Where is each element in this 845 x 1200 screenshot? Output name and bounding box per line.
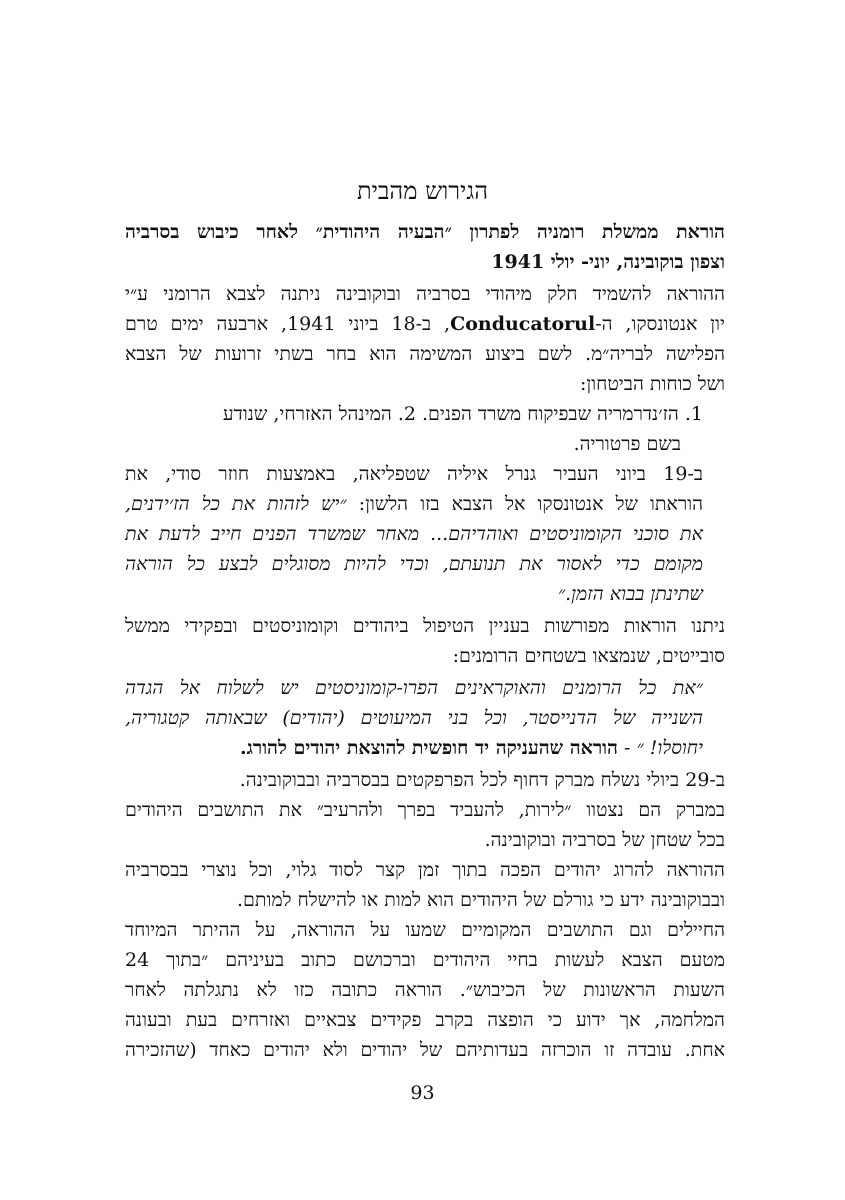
- para1-line-3: הפלישה לבריה״מ. לשם ביצוע המשימה הוא בחר בשתי זרועות של הצבא: [125, 343, 725, 365]
- para4-line-6: החיילים וגם התושבים המקומיים שמעו על ההוראה, על ההיתר המיוחד: [125, 919, 725, 941]
- para3-line-2: סובייטים, שנמצאו בשטחים הרומנים:: [452, 645, 725, 667]
- quote-line-1: ״את כל הרומנים והאוקראינים הפרו-קומוניסטים יש לשלוח אל הגדה: [125, 677, 703, 699]
- quote-line-3-bold: הוראה שהעניקה יד חופשית להוצאת יהודים להורג.: [239, 737, 618, 759]
- para2-line-1: ב-19 ביוני העביר גנרל איליה שטפליאה, באמצעות חוזר סודי, את: [125, 463, 703, 485]
- body-text-continued: [125, 0, 725, 1200]
- page-number: 93: [410, 1082, 435, 1104]
- para4-line-3: בכל שטחן של בסרביה ובוקובינה.: [484, 829, 725, 851]
- para1-line-2-c: , ב-18 ביוני 1941, ארבעה ימים טרם: [125, 313, 451, 335]
- para1-line-1: ההוראה להשמיד חלק מיהודי בסרביה ובוקובינה ניתנה לצבא הרומני ע״י: [125, 283, 725, 305]
- page-title: הגירוש מהבית: [356, 177, 489, 205]
- para4-line-4: ההוראה להרוג יהודים הפכה בתוך זמן קצר לסוד גלוי, וכל נוצרי בבסרביה: [125, 859, 725, 881]
- para2-line-2-quote: ״יש לזהות את כל הז׳ידנים,: [125, 493, 347, 515]
- quote-line-2: השנייה של הדנייסטר, וכל בני המיעוטים (יהודים) שבאותה קטגוריה,: [125, 707, 703, 729]
- para3-line-1: ניתנו הוראות מפורשות בעניין הטיפול ביהודים וקומוניסטים ובפקידי ממשל: [125, 615, 725, 637]
- para1-line-2-a: יון אנטונסקו, ה-: [595, 313, 725, 335]
- subheading-line-2: וצפון בוקובינה, יוני- יולי 1941: [491, 251, 725, 273]
- para4-line-2: במברק הם נצטוו ״לירות, להעביד בפרך ולהרעיב״ את התושבים היהודים: [125, 799, 725, 821]
- quote-line-3-sep: -: [617, 737, 637, 759]
- list-line-1: 1. הז׳נדרמריה שבפיקוח משרד הפנים. 2. המינהל האזרחי, שנודע: [222, 403, 703, 425]
- para2-line-3: את סוכני הקומוניסטים ואוהדיהם... מאחר שמשרד הפנים חייב לדעת את: [125, 523, 703, 545]
- para1-line-4: ושל כוחות הביטחון:: [579, 373, 725, 395]
- para4-line-10: אחת. עובדה זו הוכרזה בעדותיהם של יהודים ולא יהודים כאחד (שהזכירה: [125, 1039, 725, 1061]
- para4-line-8: השעות הראשונות של הכיבוש״. הוראה כתובה כזו לא נתגלתה לאחר: [125, 979, 725, 1001]
- para2-line-5: שתינתן בבוא הזמן.״: [557, 583, 703, 605]
- para4-line-9: המלחמה, אך ידוע כי הופצה בקרב פקידים צבאיים ואזרחים בעת ובעונה: [125, 1009, 725, 1031]
- para2-line-4: מקומם כדי לאסור את תנועתם, וכדי להיות מסוגלים לבצע כל הוראה: [125, 553, 703, 575]
- list-line-2: בשם פרטוריה.: [573, 433, 681, 455]
- conducatorul-term: Conducatorul: [450, 313, 596, 335]
- subheading-line-1: הוראת ממשלת רומניה לפתרון ״הבעיה היהודית״ לאחר כיבוש בסרביה: [125, 221, 725, 243]
- para2-line-2-plain: הוראתו של אנטונסקו אל הצבא בזו הלשון:: [346, 493, 703, 515]
- quote-line-3-italic: יחוסלו! ״: [636, 737, 703, 759]
- para4-line-5: ובבוקובינה ידע כי גורלם של היהודים הוא למות או להישלח למותם.: [236, 889, 725, 911]
- para4-line-7: מטעם הצבא לעשות בחיי היהודים וברכושם כתוב בעיניהם ״בתוך 24: [125, 949, 725, 971]
- para4-line-1: ב-29 ביולי נשלח מברק דחוף לכל הפרפקטים בבסרביה ובבוקובינה.: [239, 769, 725, 791]
